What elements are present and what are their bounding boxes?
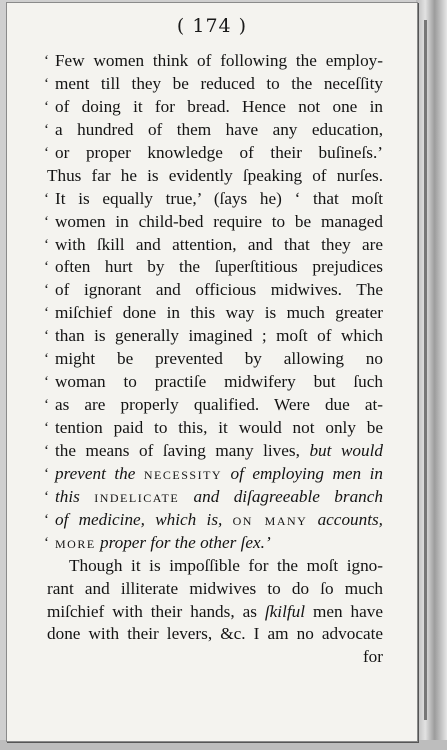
roman-text: woman to practiſe midwifery but ſuch xyxy=(55,372,383,392)
text-line xyxy=(47,325,383,348)
text-line xyxy=(47,142,383,165)
text-line xyxy=(47,371,383,394)
italic-text: of medicine, which is, xyxy=(55,509,233,529)
roman-text: as are properly qualified. Were due at- xyxy=(55,395,383,415)
text-line xyxy=(47,211,383,234)
small-caps-text: necessity xyxy=(143,463,223,483)
roman-text: a hundred of them have any education, xyxy=(55,119,383,139)
text-line xyxy=(47,96,383,119)
roman-text: often hurt by the ſuperſtitious prejudices xyxy=(55,257,383,277)
italic-text: accounts, xyxy=(307,509,383,529)
text-line xyxy=(47,417,383,440)
text-line xyxy=(47,73,383,96)
text-line xyxy=(47,348,383,371)
text-line xyxy=(47,234,383,257)
italic-text: proper for the other ſex.’ xyxy=(95,532,271,552)
small-caps-text: on many xyxy=(232,509,308,529)
roman-text: might be prevented by allowing no xyxy=(55,349,383,369)
book-page xyxy=(6,2,418,742)
italic-text: this xyxy=(55,486,95,506)
roman-text: or proper knowledge of their buſineſs.’ xyxy=(55,142,383,162)
small-caps-text: indelicate xyxy=(94,486,180,506)
roman-text: men have xyxy=(305,601,383,621)
roman-text: Few women think of following the employ- xyxy=(55,51,383,70)
italic-text: prevent the xyxy=(55,463,144,483)
italic-text: of employing men in xyxy=(222,463,383,483)
italic-text: ſkilful xyxy=(264,601,305,621)
roman-text: miſchief with their hands, as xyxy=(47,601,265,621)
roman-text: of doing it for bread. Hence not one in xyxy=(55,96,383,116)
page-text xyxy=(47,50,383,669)
roman-text: for xyxy=(362,647,383,667)
text-line xyxy=(47,623,383,646)
roman-text: tention paid to this, it would not only be xyxy=(55,418,383,437)
roman-text: miſchief done in this way is much greater xyxy=(55,303,383,323)
roman-text: Though it is impoſſible for the moſt igno- xyxy=(69,555,383,575)
roman-text: ment till they be reduced to the neceſſity xyxy=(55,73,383,93)
roman-text: women in child-bed require to be managed xyxy=(55,211,383,231)
text-line xyxy=(47,440,383,463)
roman-text: of ignorant and officious midwives. The xyxy=(55,280,383,300)
text-line xyxy=(47,165,383,188)
text-line xyxy=(47,532,383,555)
roman-text: done with their levers, &c. I am no advocate xyxy=(47,624,383,644)
small-caps-text: more xyxy=(55,532,96,552)
text-line xyxy=(47,486,383,509)
text-line xyxy=(47,555,383,578)
text-line xyxy=(47,119,383,142)
text-line xyxy=(47,646,383,669)
roman-text: the means of ſaving many lives, xyxy=(55,440,310,460)
text-line xyxy=(47,509,383,532)
italic-text: and diſagreeable branch xyxy=(179,486,383,506)
text-line xyxy=(47,578,383,601)
roman-text: with ſkill and attention, and that they are xyxy=(55,234,383,254)
text-line xyxy=(47,50,383,73)
roman-text: rant and illiterate midwives to do ſo much xyxy=(47,578,383,598)
roman-text: than is generally imagined ; moſt of which xyxy=(55,326,383,346)
text-line xyxy=(47,256,383,279)
text-line xyxy=(47,463,383,486)
spine-shadow xyxy=(424,20,427,720)
text-line xyxy=(47,394,383,417)
text-line xyxy=(47,279,383,302)
book-spine xyxy=(416,0,447,750)
text-line xyxy=(47,188,383,211)
italic-text: but would xyxy=(309,440,383,460)
roman-text: It is equally true,’ (ſays he) ‘ that moſt xyxy=(55,188,383,208)
page-number: ( 174 ) xyxy=(176,15,248,37)
text-line xyxy=(47,302,383,325)
text-line xyxy=(47,601,383,624)
roman-text: Thus far he is evidently ſpeaking of nurſes. xyxy=(47,165,383,185)
